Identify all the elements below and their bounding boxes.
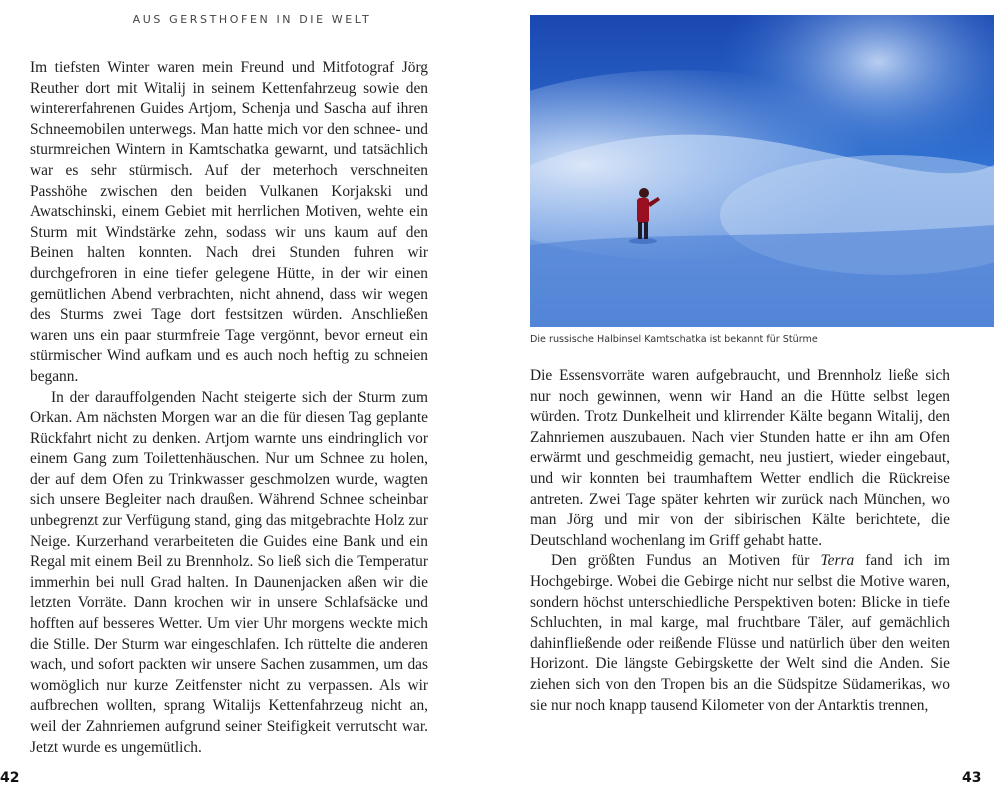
paragraph: In der darauffolgenden Nacht steigerte sich der Sturm zum Orkan. Am nächsten Morgen war an die für diesen Tag geplante Rückfahrt nicht zu denken. Artjom warnte uns eindringlich vor einem Gang zum Toilettenhäuschen. Nur um Schnee zu holen, der auf dem Ofen zu Trinkwasser geschmolzen wurde, wagten sich unsere Begleiter nach draußen. Während Schnee scheinbar unbegrenzt zur Verfügung stand, ging das mitgebrachte Holz zur Neige. Kurzerhand verarbeiteten die Guides eine Bank und ein Regal mit einem Beil zu Brennholz. So ließ sich die Temperatur immerhin bei null Grad halten. In Daunenjacken aßen wir die letzten Vorräte. Dann krochen wir in unsere Schlafsäcke und hofften auf besseres Wetter. Um vier Uhr morgens weckte mich die Stille. Der Sturm war eingeschlafen. Ich rüttelte die anderen wach, und sofort packten wir unsere Sachen zusammen, um das womöglich nur kurze Zeitfenster nicht zu verpassen. Als wir aufbrechen wollten, sprang Witalijs Kettenfahrzeug nicht an, weil der Zahnriemen aufgrund seiner Steifigkeit verrutscht war. Jetzt wurde es ungemütlich. xyxy=(30,388,428,756)
paragraph-text-start: Den größten Fundus an Motiven für xyxy=(551,552,821,570)
paragraph-text-end: fand ich im Hochgebirge. Wobei die Gebirge nicht nur selbst die Motive waren, sondern höchst unterschiedliche Perspektiven boten: Blicke in tiefe Schluchten, in mal karge, mal fruchtbare Täler, auf gemächlich dahinfließende oder reißende Flüsse und natürlich über den weiten Horizont. Die längste Gebirgskette der Welt sind die Anden. Sie ziehen sich von den Tropen bis an die Südspitze Südamerikas, wo sie nur noch knapp tausend Kilometer von der Antarktis trennen, xyxy=(530,552,950,714)
paragraph: Die Essensvorräte waren aufgebraucht, und Brennholz ließe sich nur noch gewinnen, wenn wir Hand an die Hütte selbst legen würden. Trotz Dunkelheit und klirrender Kälte begann Witalij, den Zahnriemen auszubauen. Nach vier Stunden hatte er ihn am Ofen erwärmt und geschmeidig gemacht, neu justiert, wieder eingebaut, und wir konnten bei traumhaftem Wetter endlich die Rückreise antreten. Zwei Tage später kehrten wir zurück nach München, wo man Jörg und mir von der sibirischen Kälte berichtete, die Deutschland wochenlang im Griff gehabt hatte. xyxy=(530,367,950,549)
running-head: AUS GERSTHOFEN IN DIE WELT xyxy=(132,13,372,26)
page-number-right: 43 xyxy=(962,770,982,786)
photo-caption: Die russische Halbinsel Kamtschatka ist bekannt für Stürme xyxy=(530,334,818,345)
photograph-snowstorm-icon xyxy=(530,15,994,327)
page-number-left: 42 xyxy=(0,770,20,786)
right-text-column xyxy=(530,366,950,716)
paragraph xyxy=(530,551,950,716)
right-page xyxy=(500,0,1000,800)
paragraph: Im tiefsten Winter waren mein Freund und Mitfotograf Jörg Reuther dort mit Witalij in seinem Kettenfahrzeug sowie den wintererfahrenen Guides Artjom, Schenja und Sascha auf ihren Schneemobilen unterwegs. Man hatte mich vor den schnee- und sturmreichen Wintern in Kamtschatka gewarnt, und tatsächlich war es sehr stürmisch. Auf der meterhoch verschneiten Passhöhe zwischen den beiden Vulkanen Korjakski und Awatschinski, einem Gebiet mit herrlichen Motiven, wehte ein Sturm mit Windstärke zehn, sodass wir uns kaum auf den Beinen halten konnten. Nach drei Stunden fuhren wir durchgefroren in eine tiefer gelegene Hütte, in der wir einen gemütlichen Abend verbrachten, nicht ahnend, dass wir wegen des Sturms zwei Tage dort festsitzen würden. Anschließen waren uns ein paar sturmfreie Tage vergönnt, bevor erneut ein stürmischer Wind aufkam und es auch noch heftig zu schneien begann. xyxy=(30,59,428,385)
book-title-italic: Terra xyxy=(820,552,855,570)
left-text-column xyxy=(30,58,428,758)
